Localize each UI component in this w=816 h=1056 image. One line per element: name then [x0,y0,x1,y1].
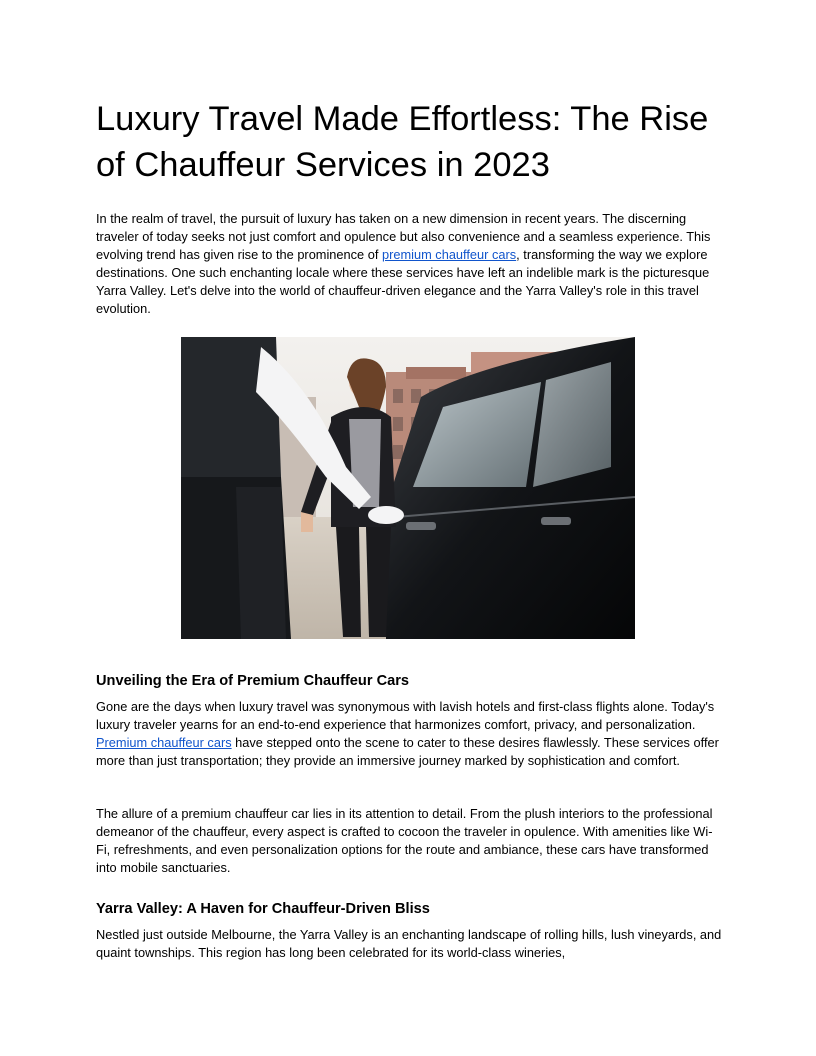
section1-paragraph-1 [96,698,724,770]
section1-text-start: Gone are the days when luxury travel was synonymous with lavish hotels and first-class flights alone. Today's luxury traveler yearns for an end-to-end experience that harmonizes comfort, privacy, and personalization. [96,699,715,732]
section1-heading: Unveiling the Era of Premium Chauffeur Cars [96,673,410,689]
section2-paragraph-1: Nestled just outside Melbourne, the Yarra Valley is an enchanting landscape of rolling hills, lush vineyards, and quaint townships. This region has long been celebrated for its world-class wineries, [96,927,722,960]
intro-paragraph [96,210,724,318]
section1-text-end: have stepped onto the scene to cater to these desires flawlessly. These services offer more than just transportation; they provide an immersive journey marked by sophistication and comfort. [96,735,719,768]
section2-heading: Yarra Valley: A Haven for Chauffeur-Driven Bliss [96,901,430,917]
section1-paragraph-2: The allure of a premium chauffeur car lies in its attention to detail. From the plush interiors to the professional demeanor of the chauffeur, every aspect is crafted to cocoon the traveler in opulence. With amenities like Wi-Fi, refreshments, and even personalization options for the route and ambiance, these cars have transformed into mobile sanctuaries. [96,806,713,875]
intro-text-start: In the realm of travel, the pursuit of luxury has taken on a new dimension in recent years. The discerning traveler of today seeks not just comfort and opulence but also convenience and a seamless experience. This evolving trend has given rise to the prominence of [96,211,711,262]
premium-chauffeur-cars-link[interactable]: premium chauffeur cars [381,247,517,262]
chauffeur-photo [181,337,635,639]
document-title: Luxury Travel Made Effortless: The Rise of Chauffeur Services in 2023 [96,100,709,184]
premium-chauffeur-cars-link-2[interactable]: Premium chauffeur cars [96,735,232,750]
intro-text-end: , transforming the way we explore destinations. One such enchanting locale where these services have left an indelible mark is the picturesque Yarra Valley. Let's delve into the world of chauffeur-driven elegance and the Yarra Valley's role in this travel evolution. [96,247,710,316]
